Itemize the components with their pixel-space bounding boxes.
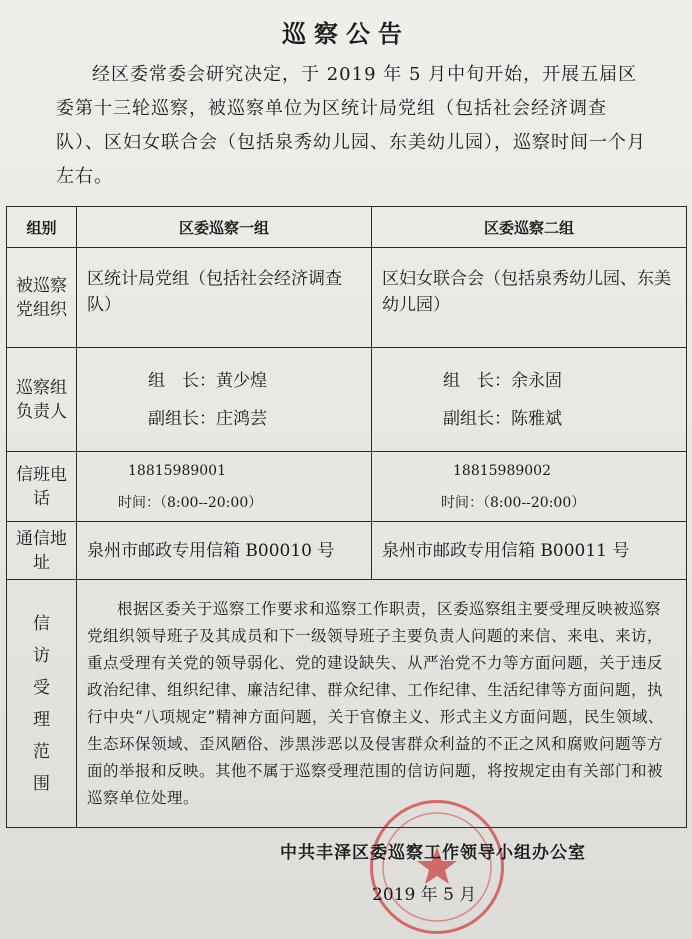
table-header-row [7, 207, 687, 248]
hotline-row [7, 452, 687, 522]
scope-row [7, 580, 687, 828]
group1-phone: 18815989001 [128, 462, 226, 479]
group2-deputy: 副组长：陈雅斌 [443, 408, 562, 429]
leaders-label: 巡察组负责人 [7, 348, 77, 452]
hotline-label: 信班电话 [7, 452, 77, 522]
scope-label-char: 信 [33, 613, 50, 634]
scope-text: 根据区委关于巡察工作要求和巡察工作职责，区委巡察组主要受理反映被巡察党组织领导班子及其成员和下一级领导班子主要负责人问题的来信、来电、来访，重点受理有关党的领导弱化、党的建设缺失、从严治党不力等方面问题，关于违反政治纪律、组织纪律、廉洁纪律、群众纪律、工作纪律、生活纪律等方面问题，执行中央“八项规定”精神方面问题，关于官僚主义、形式主义方面问题，民生领域、生态环保领域、歪风陋俗、涉黑涉恶以及侵害群众利益的不正之风和腐败问题等方面的举报和反映。其他不属于巡察受理范围的信访问题，将按规定由有关部门和被巡察单位处理。 [77, 580, 687, 828]
address-group1: 泉州市邮政专用信箱 B00010 号 [77, 522, 372, 580]
scope-label-char: 围 [33, 773, 50, 794]
group2-phone: 18815989002 [453, 462, 551, 479]
patrol-table [6, 206, 687, 828]
group1-leader: 组 长：黄少煌 [148, 370, 267, 391]
issue-date: 2019 年 5 月 [372, 885, 477, 905]
leaders-group2 [372, 348, 687, 452]
targets-row [7, 248, 687, 348]
intro-paragraph: 经区委常委会研究决定，于 2019 年 5 月中旬开始，开展五届区委第十三轮巡察，被巡察单位为区统计局党组（包括社会经济调查队）、区妇女联合会（包括泉秀幼儿园、东美幼儿园），巡察时间一个月左右。 [56, 64, 646, 187]
scope-label [7, 580, 77, 828]
scope-label-char: 理 [33, 709, 50, 730]
group2-leader: 组 长：余永固 [443, 370, 562, 391]
hotline-group2 [372, 452, 687, 522]
group1-time: 时间：（8:00--20:00） [118, 494, 263, 511]
targets-group2: 区妇女联合会（包括泉秀幼儿园、东美幼儿园） [372, 248, 687, 348]
scope-label-char: 范 [33, 741, 50, 762]
header-label: 组别 [7, 207, 77, 248]
scope-label-char: 访 [33, 645, 50, 666]
header-group2: 区委巡察二组 [372, 207, 687, 248]
leaders-row [7, 348, 687, 452]
seal-star-icon [373, 803, 501, 931]
address-row [7, 522, 687, 580]
header-group1: 区委巡察一组 [77, 207, 372, 248]
page-title: 巡察公告 [282, 19, 410, 48]
scope-label-char: 受 [33, 677, 50, 698]
leaders-group1 [77, 348, 372, 452]
official-seal [370, 800, 504, 934]
targets-group1: 区统计局党组（包括社会经济调查队） [77, 248, 372, 348]
address-group2: 泉州市邮政专用信箱 B00011 号 [372, 522, 687, 580]
targets-label: 被巡察党组织 [7, 248, 77, 348]
issuing-office: 中共丰泽区委巡察工作领导小组办公室 [280, 843, 586, 863]
address-label: 通信地址 [7, 522, 77, 580]
group1-deputy: 副组长：庄鸿芸 [148, 408, 267, 429]
hotline-group1 [77, 452, 372, 522]
group2-time: 时间：（8:00--20:00） [441, 494, 586, 511]
